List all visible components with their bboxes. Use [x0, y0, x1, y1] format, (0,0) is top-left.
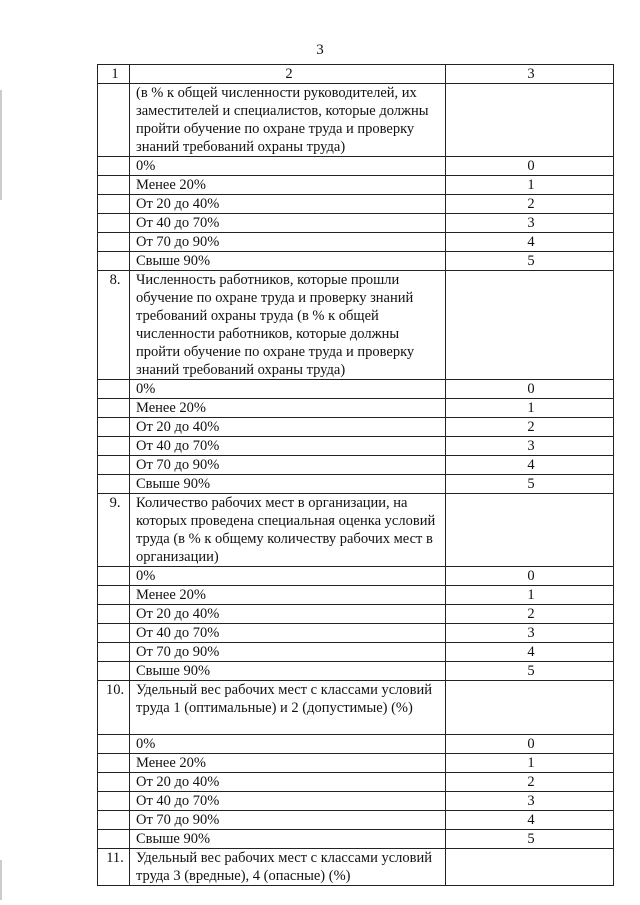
row-description: Менее 20%: [130, 176, 446, 195]
row-number: [98, 754, 130, 773]
row-number: [98, 84, 130, 157]
table-row: [98, 849, 614, 886]
row-description: От 70 до 90%: [130, 643, 446, 662]
table-row: [98, 475, 614, 494]
row-description: Свыше 90%: [130, 662, 446, 681]
row-number: [98, 233, 130, 252]
row-score: 4: [446, 456, 614, 475]
row-score: [446, 849, 614, 886]
row-number: [98, 830, 130, 849]
table-row: [98, 195, 614, 214]
row-number: [98, 380, 130, 399]
row-score: 4: [446, 811, 614, 830]
row-score: 1: [446, 586, 614, 605]
table-row: [98, 735, 614, 754]
row-description: Менее 20%: [130, 754, 446, 773]
row-score: 2: [446, 605, 614, 624]
row-description: От 70 до 90%: [130, 811, 446, 830]
row-description: От 40 до 70%: [130, 624, 446, 643]
row-number: [98, 773, 130, 792]
row-number: [98, 811, 130, 830]
scan-edge-mark: [0, 90, 2, 200]
table-row: [98, 84, 614, 157]
table-row: [98, 773, 614, 792]
row-score: 0: [446, 380, 614, 399]
row-description: От 20 до 40%: [130, 418, 446, 437]
row-description: 0%: [130, 157, 446, 176]
row-description: 0%: [130, 567, 446, 586]
row-number: 11.: [98, 849, 130, 886]
criteria-table: [97, 64, 614, 886]
row-number: [98, 735, 130, 754]
table-row: [98, 380, 614, 399]
row-description: Свыше 90%: [130, 475, 446, 494]
row-description: От 40 до 70%: [130, 214, 446, 233]
table-row: [98, 830, 614, 849]
row-description: Свыше 90%: [130, 252, 446, 271]
row-number: [98, 792, 130, 811]
row-score: 5: [446, 252, 614, 271]
row-description: От 40 до 70%: [130, 792, 446, 811]
table-row: [98, 586, 614, 605]
row-number: 10.: [98, 681, 130, 735]
row-description: Удельный вес рабочих мест с классами условий труда 1 (оптимальные) и 2 (допустимые) (%): [130, 681, 446, 735]
row-number: [98, 399, 130, 418]
table-row: [98, 399, 614, 418]
row-score: 1: [446, 176, 614, 195]
table-row: [98, 643, 614, 662]
row-score: 5: [446, 475, 614, 494]
table-row: [98, 214, 614, 233]
row-score: 3: [446, 624, 614, 643]
row-description: 0%: [130, 380, 446, 399]
header-col-1: 1: [98, 65, 130, 84]
row-description: Количество рабочих мест в организации, на которых проведена специальная оценка условий труда (в % к общему количеству рабочих мест в организации): [130, 494, 446, 567]
row-number: [98, 437, 130, 456]
row-number: [98, 418, 130, 437]
row-description: От 70 до 90%: [130, 456, 446, 475]
row-number: [98, 567, 130, 586]
row-description: От 40 до 70%: [130, 437, 446, 456]
row-number: [98, 624, 130, 643]
row-number: 8.: [98, 271, 130, 380]
row-score: 1: [446, 399, 614, 418]
row-score: 3: [446, 792, 614, 811]
row-number: [98, 605, 130, 624]
row-score: 4: [446, 233, 614, 252]
table-row: [98, 271, 614, 380]
row-score: [446, 84, 614, 157]
table-row: [98, 437, 614, 456]
row-description: Свыше 90%: [130, 830, 446, 849]
row-number: [98, 176, 130, 195]
row-description: Менее 20%: [130, 399, 446, 418]
row-description: Удельный вес рабочих мест с классами условий труда 3 (вредные), 4 (опасные) (%): [130, 849, 446, 886]
row-description: От 20 до 40%: [130, 773, 446, 792]
row-score: [446, 681, 614, 735]
row-number: [98, 662, 130, 681]
row-score: 3: [446, 214, 614, 233]
table-row: [98, 792, 614, 811]
header-col-3: 3: [446, 65, 614, 84]
row-description: Менее 20%: [130, 586, 446, 605]
row-description: От 70 до 90%: [130, 233, 446, 252]
row-number: [98, 475, 130, 494]
table-row: [98, 624, 614, 643]
row-score: 4: [446, 643, 614, 662]
row-number: [98, 195, 130, 214]
table-row: [98, 252, 614, 271]
table-row: [98, 811, 614, 830]
table-row: [98, 456, 614, 475]
header-col-2: 2: [130, 65, 446, 84]
table-row: [98, 157, 614, 176]
table-row: [98, 662, 614, 681]
row-score: 0: [446, 567, 614, 586]
table-row: [98, 605, 614, 624]
row-description: Численность работников, которые прошли обучение по охране труда и проверку знаний требований охраны труда (в % к общей численности работников, которые должны пройти обучение по охране труда и проверку знаний требований охраны труда): [130, 271, 446, 380]
row-number: [98, 214, 130, 233]
row-number: [98, 157, 130, 176]
table-row: [98, 754, 614, 773]
row-score: 0: [446, 735, 614, 754]
row-description: От 20 до 40%: [130, 195, 446, 214]
table-row: [98, 418, 614, 437]
scan-edge-mark: [0, 860, 2, 900]
row-score: 3: [446, 437, 614, 456]
table-row: [98, 494, 614, 567]
row-score: 5: [446, 830, 614, 849]
table-row: [98, 233, 614, 252]
page-number: 3: [316, 42, 324, 58]
row-number: 9.: [98, 494, 130, 567]
row-number: [98, 643, 130, 662]
row-description: 0%: [130, 735, 446, 754]
row-score: 2: [446, 418, 614, 437]
table-row: [98, 567, 614, 586]
row-score: [446, 271, 614, 380]
table-row: [98, 176, 614, 195]
row-score: 0: [446, 157, 614, 176]
table-header-row: [98, 65, 614, 84]
row-number: [98, 456, 130, 475]
row-number: [98, 252, 130, 271]
row-score: 2: [446, 195, 614, 214]
row-number: [98, 586, 130, 605]
table-row: [98, 681, 614, 735]
row-score: 2: [446, 773, 614, 792]
row-description: (в % к общей численности руководителей, их заместителей и специалистов, которые должны пройти обучение по охране труда и проверку знаний требований охраны труда): [130, 84, 446, 157]
row-score: [446, 494, 614, 567]
row-description: От 20 до 40%: [130, 605, 446, 624]
row-score: 5: [446, 662, 614, 681]
row-score: 1: [446, 754, 614, 773]
